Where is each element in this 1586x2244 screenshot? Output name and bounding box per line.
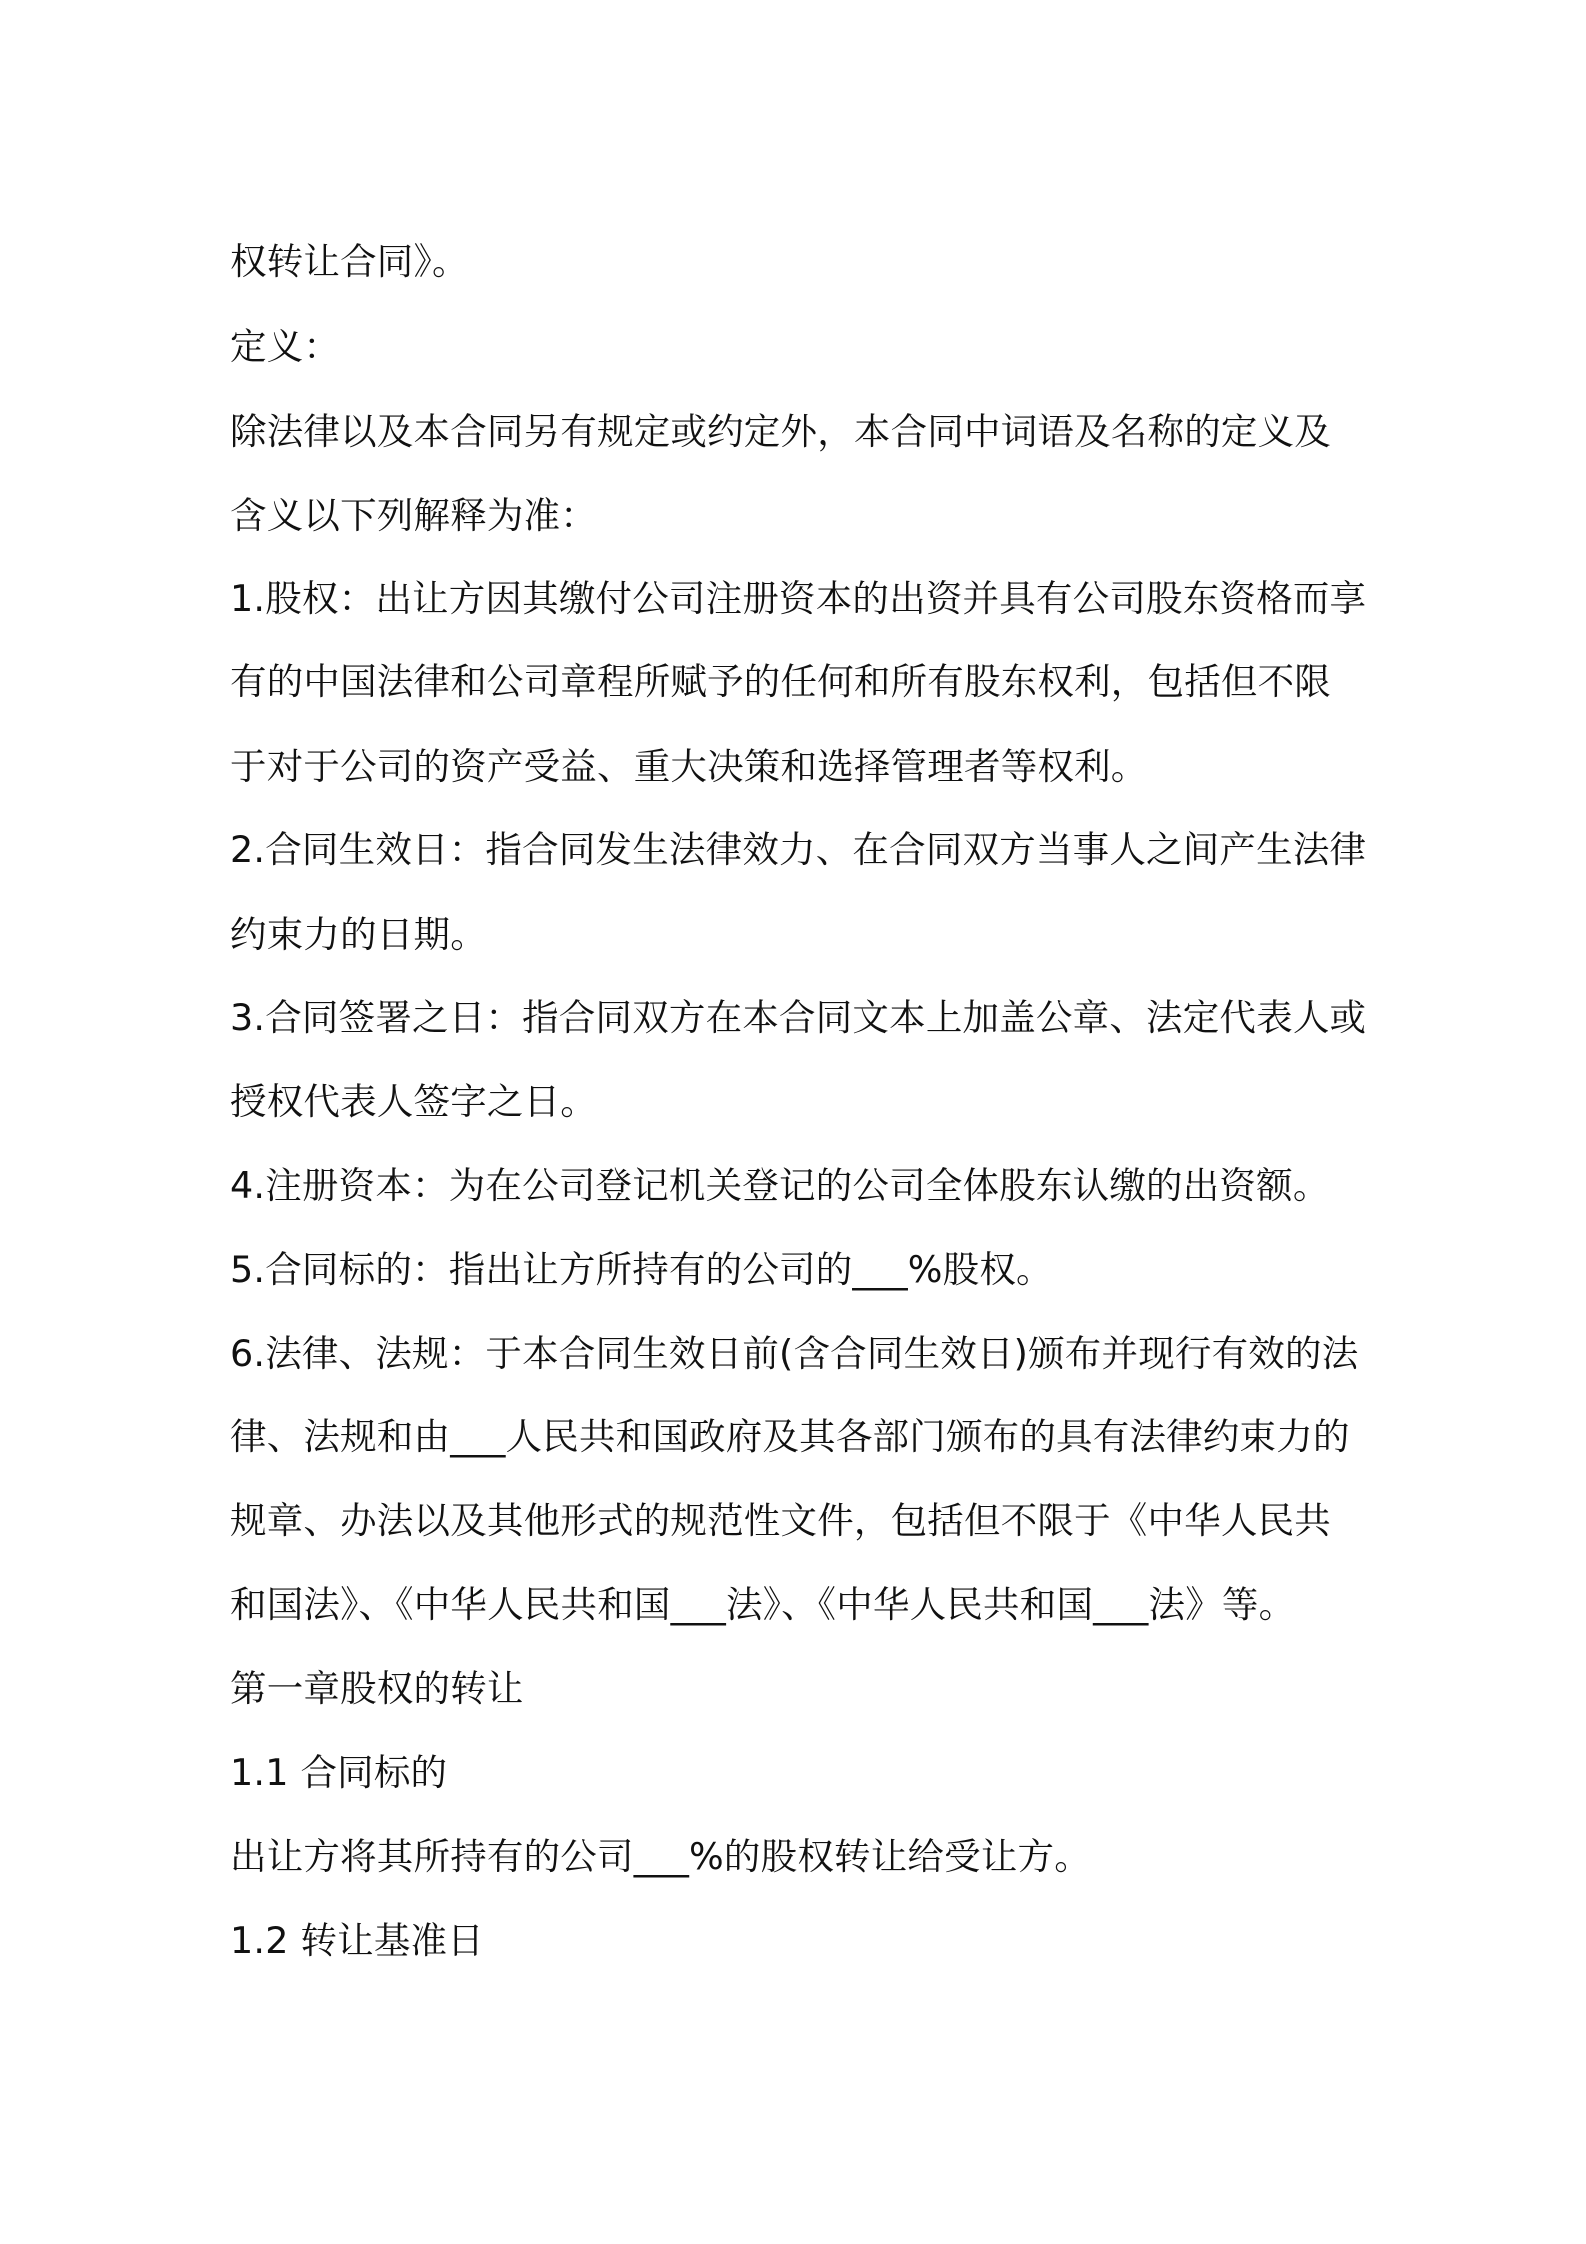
text-line: 权转让合同》。 [230,240,469,283]
text-line: 约束力的日期。 [230,913,487,956]
text-line: 于对于公司的资产受益、重大决策和选择管理者等权利。 [230,745,1148,788]
text-line: 定义： [230,325,341,368]
subsection-heading: 1.1 合同标的 [230,1751,448,1794]
text-line: 3.合同签署之日：指合同双方在本合同文本上加盖公章、法定代表人或 [230,996,1367,1039]
text-line: 律、法规和由___人民共和国政府及其各部门颁布的具有法律约束力的 [230,1415,1350,1458]
text-line: 5.合同标的：指出让方所持有的公司的___%股权。 [230,1248,1053,1291]
text-line: 规章、办法以及其他形式的规范性文件，包括但不限于《中华人民共 [230,1499,1331,1542]
text-line: 出让方将其所持有的公司___%的股权转让给受让方。 [230,1835,1091,1878]
text-line: 除法律以及本合同另有规定或约定外，本合同中词语及名称的定义及 [230,410,1331,453]
text-line: 有的中国法律和公司章程所赋予的任何和所有股东权利，包括但不限 [230,660,1331,703]
section-heading: 第一章股权的转让 [230,1667,524,1710]
text-line: 和国法》、《中华人民共和国___法》、《中华人民共和国___法》等。 [230,1583,1296,1626]
text-line: 4.注册资本：为在公司登记机关登记的公司全体股东认缴的出资额。 [230,1164,1330,1207]
text-line: 1.股权：出让方因其缴付公司注册资本的出资并具有公司股东资格而享 [230,577,1367,620]
text-line: 2.合同生效日：指合同发生法律效力、在合同双方当事人之间产生法律 [230,828,1367,871]
text-line: 含义以下列解释为准： [230,494,597,537]
text-line: 6.法律、法规：于本合同生效日前(含合同生效日)颁布并现行有效的法 [230,1332,1359,1375]
text-line: 授权代表人签字之日。 [230,1080,597,1123]
subsection-heading: 1.2 转让基准日 [230,1919,484,1962]
